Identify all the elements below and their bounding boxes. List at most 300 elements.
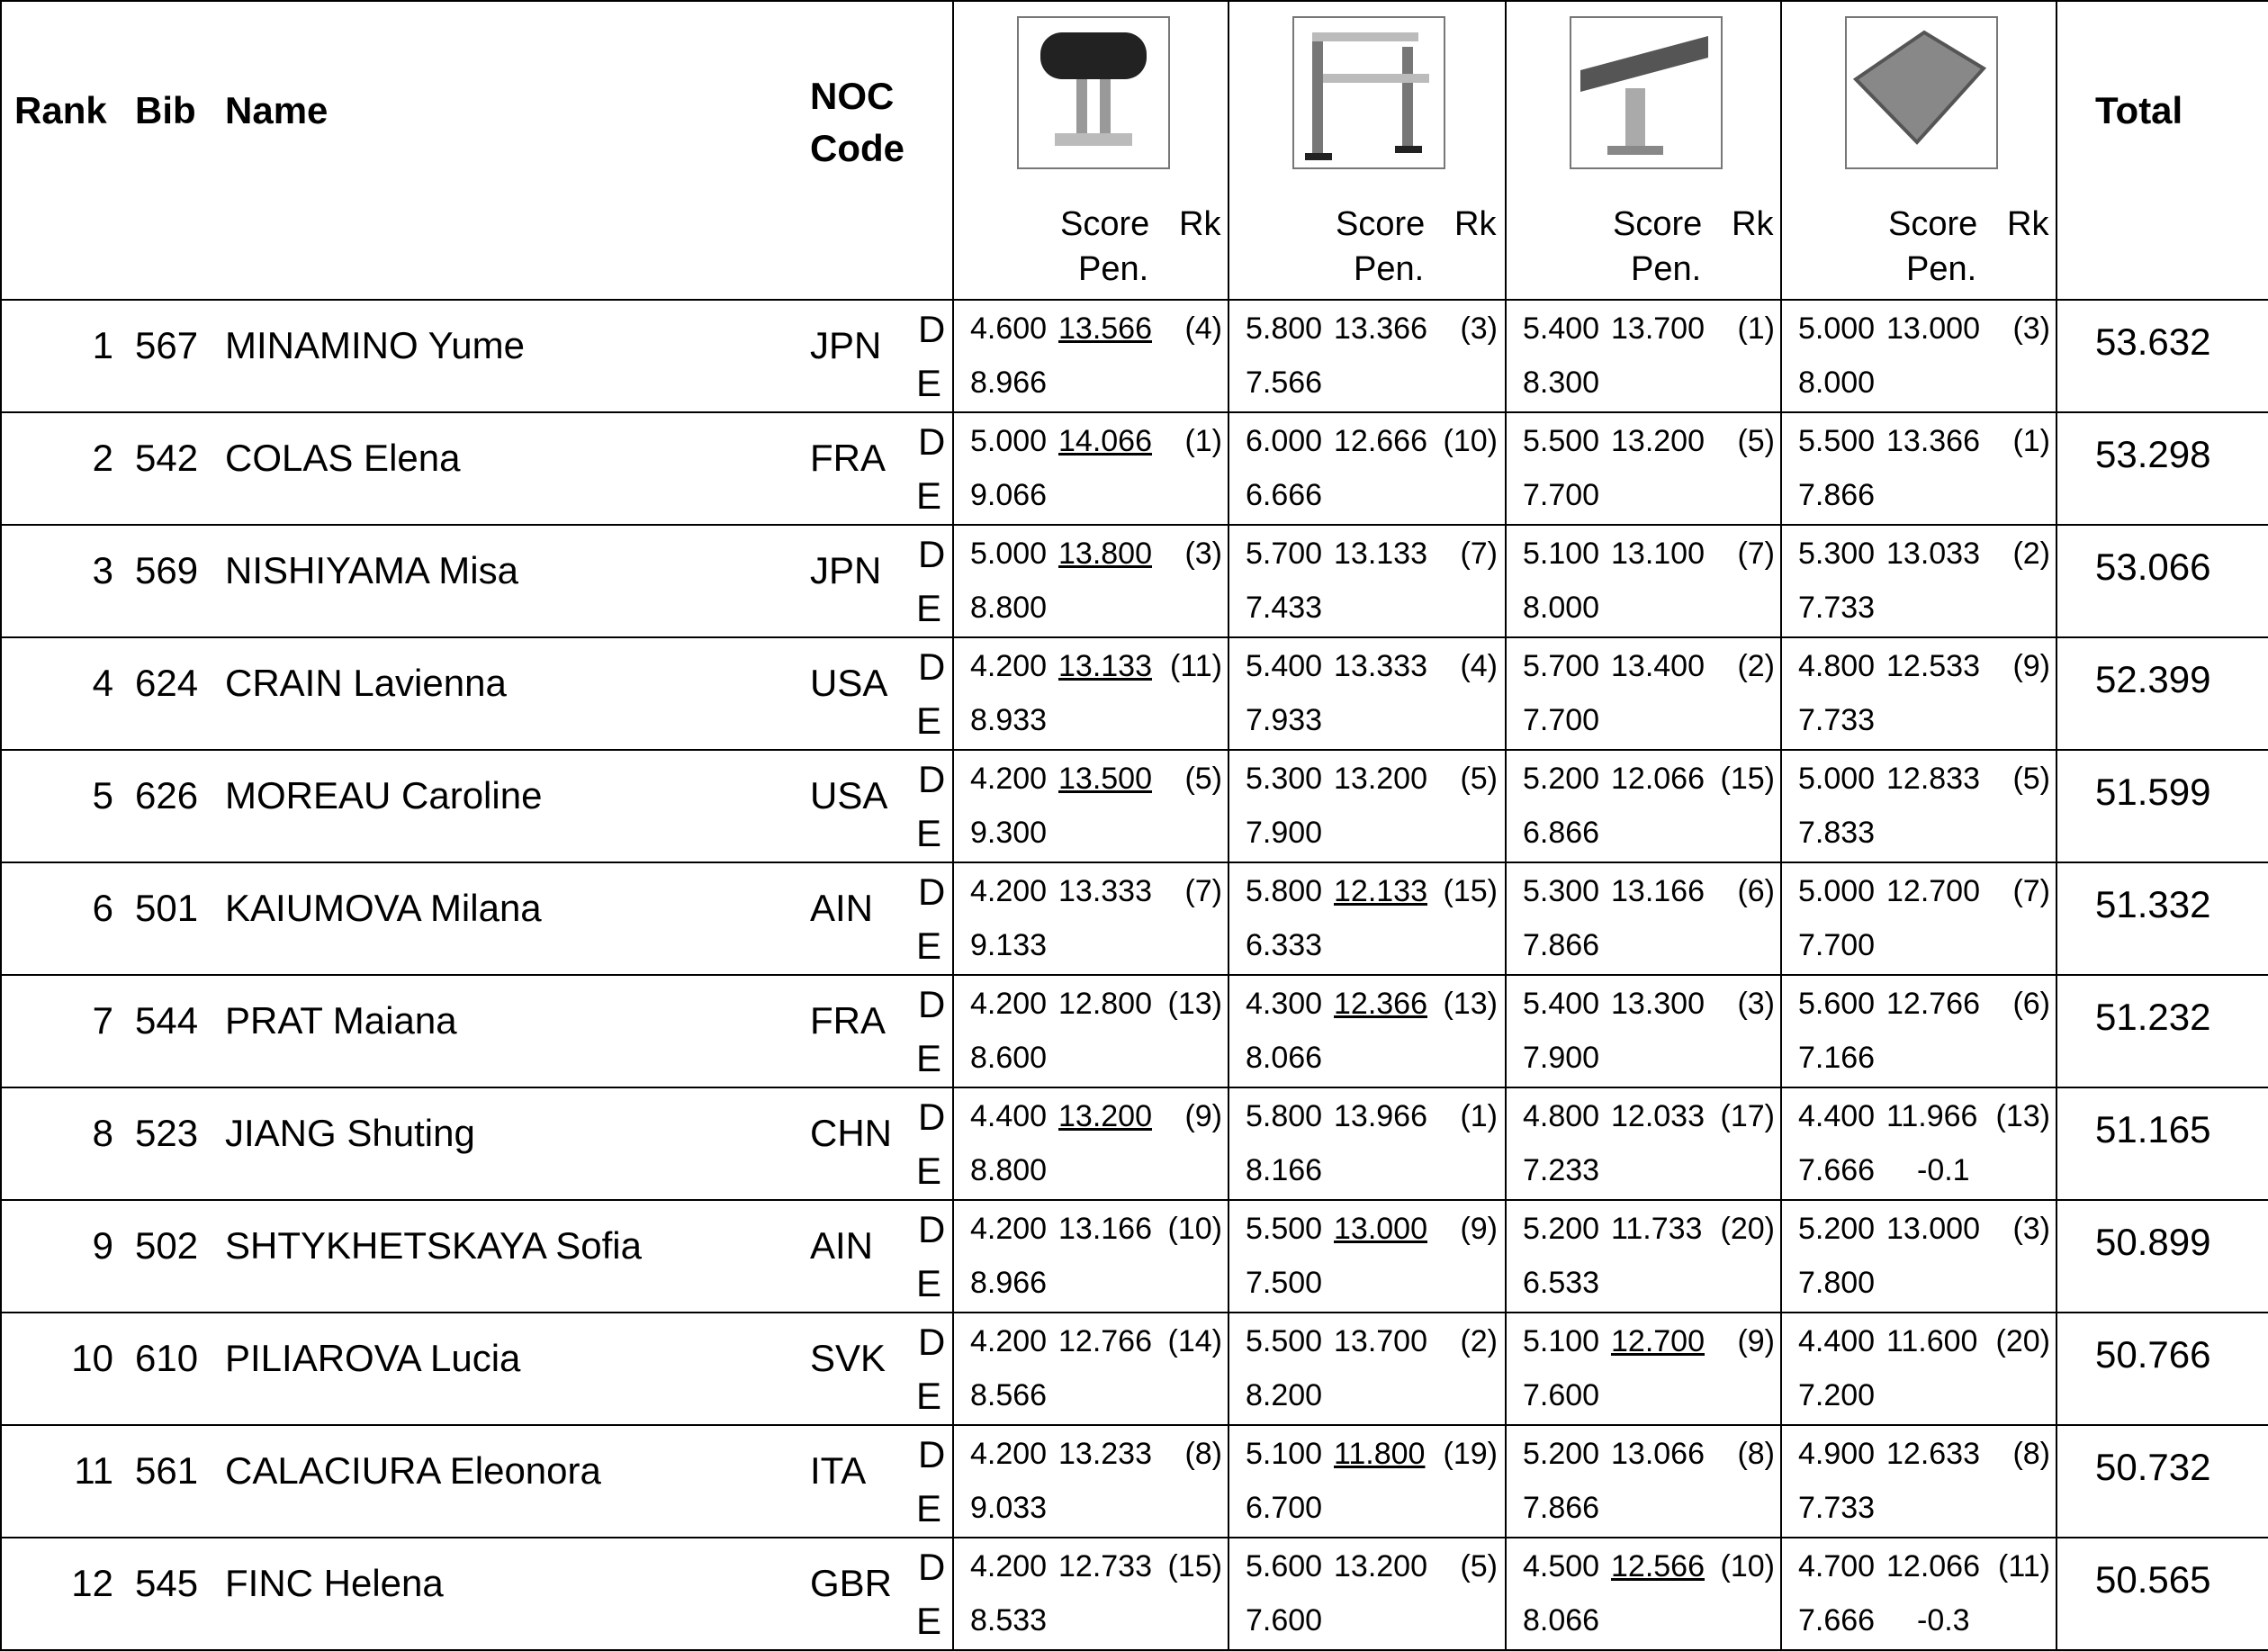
e-score: 8.966 xyxy=(970,1266,1048,1300)
athlete-name: CRAIN Lavienna xyxy=(225,662,507,704)
rank-value: 3 xyxy=(92,549,113,591)
d-label: D xyxy=(918,1208,946,1250)
noc-code: USA xyxy=(810,662,888,704)
d-score: 5.600 xyxy=(1246,1549,1323,1583)
final-score: 13.300 xyxy=(1611,987,1705,1021)
final-score: 11.600 xyxy=(1886,1324,1978,1358)
e-score: 8.566 xyxy=(970,1378,1048,1412)
d-score: 5.200 xyxy=(1523,1212,1600,1246)
rank-value: 1 xyxy=(92,324,113,366)
athlete-name: COLAS Elena xyxy=(225,437,461,479)
final-score: 12.066 xyxy=(1886,1549,1980,1583)
apparatus-rank: (3) xyxy=(1184,537,1222,571)
bib-value: 569 xyxy=(135,549,199,591)
rank-value: 8 xyxy=(92,1112,113,1154)
final-score: 13.033 xyxy=(1886,537,1980,571)
subheader-rk: Rk xyxy=(1732,205,1774,243)
d-score: 5.300 xyxy=(1246,762,1323,796)
penalty: -0.3 xyxy=(1917,1603,1970,1637)
athlete-name: MOREAU Caroline xyxy=(225,774,543,816)
apparatus-rank: (2) xyxy=(2012,537,2050,571)
subheader-rk: Rk xyxy=(1454,205,1497,243)
d-score: 6.000 xyxy=(1246,424,1323,458)
d-score: 4.400 xyxy=(1798,1099,1876,1133)
subheader-pen: Pen. xyxy=(1078,250,1149,288)
e-score: 7.233 xyxy=(1523,1153,1600,1187)
d-label: D xyxy=(918,758,946,800)
total-score: 53.298 xyxy=(2095,433,2211,475)
final-score: 13.200 xyxy=(1611,424,1705,458)
final-score: 12.033 xyxy=(1611,1099,1705,1133)
d-score: 4.200 xyxy=(970,1437,1048,1471)
table-row xyxy=(2,638,2268,751)
d-score: 5.100 xyxy=(1523,1324,1600,1358)
e-score: 6.533 xyxy=(1523,1266,1600,1300)
apparatus-rank: (5) xyxy=(2012,762,2050,796)
apparatus-rank: (14) xyxy=(1167,1324,1222,1358)
e-score: 8.966 xyxy=(970,365,1048,400)
subheader-score: Score xyxy=(1888,205,1978,243)
d-score: 4.900 xyxy=(1798,1437,1876,1471)
final-score: 13.166 xyxy=(1058,1212,1152,1246)
final-score: 13.233 xyxy=(1058,1437,1152,1471)
final-score: 12.533 xyxy=(1886,649,1980,683)
e-score: 7.700 xyxy=(1523,478,1600,512)
e-score: 7.900 xyxy=(1523,1041,1600,1075)
final-score: 12.566 xyxy=(1611,1549,1705,1583)
d-label: D xyxy=(918,983,946,1025)
e-label: E xyxy=(916,699,942,742)
total-score: 51.332 xyxy=(2095,883,2211,925)
bib-value: 626 xyxy=(135,774,199,816)
header-rank: Rank xyxy=(14,89,107,131)
apparatus-rank: (1) xyxy=(2012,424,2050,458)
rank-value: 2 xyxy=(92,437,113,479)
noc-code: ITA xyxy=(810,1449,867,1492)
vault-icon xyxy=(1017,16,1170,169)
subheader-score: Score xyxy=(1613,205,1703,243)
e-score: 7.600 xyxy=(1523,1378,1600,1412)
bib-value: 567 xyxy=(135,324,199,366)
apparatus-rank: (9) xyxy=(2012,649,2050,683)
e-score: 7.833 xyxy=(1798,816,1876,850)
subheader-rk: Rk xyxy=(2007,205,2049,243)
d-score: 4.200 xyxy=(970,1324,1048,1358)
e-score: 7.866 xyxy=(1523,928,1600,962)
bib-value: 545 xyxy=(135,1562,199,1604)
apparatus-rank: (5) xyxy=(1460,1549,1498,1583)
noc-code: FRA xyxy=(810,437,886,479)
apparatus-rank: (7) xyxy=(1737,537,1775,571)
d-score: 5.000 xyxy=(1798,762,1876,796)
final-score: 14.066 xyxy=(1058,424,1152,458)
e-score: 7.733 xyxy=(1798,1491,1876,1525)
e-score: 8.533 xyxy=(970,1603,1048,1637)
final-score: 13.400 xyxy=(1611,649,1705,683)
bib-value: 523 xyxy=(135,1112,199,1154)
table-row xyxy=(2,976,2268,1088)
d-score: 4.200 xyxy=(970,1549,1048,1583)
final-score: 12.066 xyxy=(1611,762,1705,796)
final-score: 13.200 xyxy=(1058,1099,1152,1133)
d-score: 4.800 xyxy=(1798,649,1876,683)
noc-code: AIN xyxy=(810,887,874,929)
table-row xyxy=(2,1313,2268,1426)
total-score: 51.599 xyxy=(2095,771,2211,813)
bib-value: 542 xyxy=(135,437,199,479)
rank-value: 6 xyxy=(92,887,113,929)
subheader-rk: Rk xyxy=(1179,205,1221,243)
e-score: 7.166 xyxy=(1798,1041,1876,1075)
rank-value: 5 xyxy=(92,774,113,816)
header-noc-line2: Code xyxy=(810,127,904,169)
e-label: E xyxy=(916,1150,942,1192)
d-score: 5.600 xyxy=(1798,987,1876,1021)
d-score: 4.200 xyxy=(970,1212,1048,1246)
final-score: 13.200 xyxy=(1334,762,1427,796)
noc-code: JPN xyxy=(810,549,882,591)
bib-value: 610 xyxy=(135,1337,199,1379)
apparatus-rank: (20) xyxy=(1995,1324,2050,1358)
d-label: D xyxy=(918,871,946,913)
apparatus-rank: (7) xyxy=(1184,874,1222,908)
d-score: 4.200 xyxy=(970,874,1048,908)
final-score: 12.766 xyxy=(1058,1324,1152,1358)
table-row xyxy=(2,1538,2268,1651)
final-score: 13.000 xyxy=(1334,1212,1427,1246)
apparatus-rank: (2) xyxy=(1460,1324,1498,1358)
total-score: 51.232 xyxy=(2095,996,2211,1038)
d-score: 5.200 xyxy=(1523,1437,1600,1471)
e-label: E xyxy=(916,587,942,629)
final-score: 12.700 xyxy=(1886,874,1980,908)
header-noc-line1: NOC xyxy=(810,75,895,117)
apparatus-rank: (20) xyxy=(1720,1212,1775,1246)
e-label: E xyxy=(916,362,942,404)
d-label: D xyxy=(918,1433,946,1475)
e-score: 7.433 xyxy=(1246,591,1323,625)
athlete-name: FINC Helena xyxy=(225,1562,444,1604)
bib-value: 502 xyxy=(135,1224,199,1267)
d-score: 5.000 xyxy=(970,424,1048,458)
rank-value: 7 xyxy=(92,999,113,1042)
final-score: 13.333 xyxy=(1334,649,1427,683)
total-score: 52.399 xyxy=(2095,658,2211,700)
e-score: 8.933 xyxy=(970,703,1048,737)
e-score: 8.066 xyxy=(1523,1603,1600,1637)
e-score: 7.933 xyxy=(1246,703,1323,737)
noc-code: JPN xyxy=(810,324,882,366)
apparatus-rank: (15) xyxy=(1167,1549,1222,1583)
d-score: 4.600 xyxy=(970,311,1048,346)
e-score: 7.600 xyxy=(1246,1603,1323,1637)
athlete-name: NISHIYAMA Misa xyxy=(225,549,518,591)
final-score: 13.066 xyxy=(1611,1437,1705,1471)
e-score: 8.000 xyxy=(1523,591,1600,625)
d-score: 5.800 xyxy=(1246,311,1323,346)
e-score: 9.066 xyxy=(970,478,1048,512)
total-score: 51.165 xyxy=(2095,1108,2211,1150)
apparatus-rank: (10) xyxy=(1443,424,1498,458)
apparatus-rank: (5) xyxy=(1184,762,1222,796)
e-score: 8.800 xyxy=(970,591,1048,625)
final-score: 13.966 xyxy=(1334,1099,1427,1133)
e-label: E xyxy=(916,474,942,517)
final-score: 13.133 xyxy=(1058,649,1152,683)
e-label: E xyxy=(916,812,942,854)
apparatus-rank: (3) xyxy=(2012,1212,2050,1246)
apparatus-rank: (7) xyxy=(2012,874,2050,908)
apparatus-rank: (15) xyxy=(1720,762,1775,796)
d-score: 5.700 xyxy=(1246,537,1323,571)
apparatus-rank: (6) xyxy=(1737,874,1775,908)
bib-value: 501 xyxy=(135,887,199,929)
final-score: 13.366 xyxy=(1886,424,1980,458)
e-score: 9.033 xyxy=(970,1491,1048,1525)
final-score: 13.000 xyxy=(1886,311,1980,346)
apparatus-rank: (8) xyxy=(2012,1437,2050,1471)
uneven-bars-icon xyxy=(1292,16,1445,169)
apparatus-rank: (17) xyxy=(1720,1099,1775,1133)
athlete-name: PILIAROVA Lucia xyxy=(225,1337,521,1379)
table-row xyxy=(2,301,2268,413)
d-score: 5.000 xyxy=(970,537,1048,571)
subheader-pen: Pen. xyxy=(1906,250,1977,288)
noc-code: FRA xyxy=(810,999,886,1042)
header-bib: Bib xyxy=(135,89,196,131)
e-score: 8.066 xyxy=(1246,1041,1323,1075)
d-score: 5.800 xyxy=(1246,874,1323,908)
header-total: Total xyxy=(2095,89,2183,131)
rank-value: 4 xyxy=(92,662,113,704)
d-score: 5.400 xyxy=(1523,311,1600,346)
subheader-pen: Pen. xyxy=(1631,250,1702,288)
apparatus-rank: (10) xyxy=(1167,1212,1222,1246)
final-score: 13.133 xyxy=(1334,537,1427,571)
e-score: 7.666 xyxy=(1798,1153,1876,1187)
apparatus-rank: (13) xyxy=(1167,987,1222,1021)
d-score: 5.500 xyxy=(1246,1324,1323,1358)
e-label: E xyxy=(916,925,942,967)
d-score: 4.400 xyxy=(970,1099,1048,1133)
d-score: 4.300 xyxy=(1246,987,1323,1021)
noc-code: GBR xyxy=(810,1562,893,1604)
final-score: 13.700 xyxy=(1611,311,1705,346)
table-row xyxy=(2,863,2268,976)
subheader-pen: Pen. xyxy=(1354,250,1425,288)
apparatus-rank: (5) xyxy=(1460,762,1498,796)
e-score: 7.566 xyxy=(1246,365,1323,400)
e-score: 7.666 xyxy=(1798,1603,1876,1637)
d-score: 5.000 xyxy=(1798,874,1876,908)
balance-beam-icon xyxy=(1570,16,1723,169)
final-score: 13.333 xyxy=(1058,874,1152,908)
e-score: 8.300 xyxy=(1523,365,1600,400)
rank-value: 12 xyxy=(71,1562,113,1604)
table-row xyxy=(2,1201,2268,1313)
total-score: 53.632 xyxy=(2095,320,2211,363)
apparatus-rank: (1) xyxy=(1737,311,1775,346)
final-score: 11.733 xyxy=(1611,1212,1703,1246)
final-score: 12.633 xyxy=(1886,1437,1980,1471)
penalty: -0.1 xyxy=(1917,1153,1970,1187)
d-label: D xyxy=(918,1096,946,1138)
e-label: E xyxy=(916,1037,942,1079)
athlete-name: CALACIURA Eleonora xyxy=(225,1449,601,1492)
athlete-name: KAIUMOVA Milana xyxy=(225,887,542,929)
table-row xyxy=(2,1088,2268,1201)
d-score: 5.400 xyxy=(1246,649,1323,683)
noc-code: SVK xyxy=(810,1337,886,1379)
d-score: 5.300 xyxy=(1523,874,1600,908)
bib-value: 561 xyxy=(135,1449,199,1492)
apparatus-rank: (9) xyxy=(1737,1324,1775,1358)
d-score: 5.800 xyxy=(1246,1099,1323,1133)
d-score: 5.000 xyxy=(1798,311,1876,346)
athlete-name: JIANG Shuting xyxy=(225,1112,475,1154)
d-score: 4.400 xyxy=(1798,1324,1876,1358)
final-score: 12.766 xyxy=(1886,987,1980,1021)
d-score: 4.200 xyxy=(970,987,1048,1021)
final-score: 12.366 xyxy=(1334,987,1427,1021)
final-score: 11.966 xyxy=(1886,1099,1978,1133)
e-score: 8.166 xyxy=(1246,1153,1323,1187)
e-score: 6.333 xyxy=(1246,928,1323,962)
e-score: 7.900 xyxy=(1246,816,1323,850)
d-score: 4.200 xyxy=(970,649,1048,683)
final-score: 13.200 xyxy=(1334,1549,1427,1583)
final-score: 12.700 xyxy=(1611,1324,1705,1358)
d-label: D xyxy=(918,645,946,688)
apparatus-rank: (9) xyxy=(1184,1099,1222,1133)
apparatus-rank: (6) xyxy=(2012,987,2050,1021)
e-score: 7.500 xyxy=(1246,1266,1323,1300)
bib-value: 624 xyxy=(135,662,199,704)
apparatus-rank: (3) xyxy=(2012,311,2050,346)
apparatus-rank: (4) xyxy=(1460,649,1498,683)
final-score: 12.666 xyxy=(1334,424,1427,458)
d-score: 4.800 xyxy=(1523,1099,1600,1133)
e-score: 8.000 xyxy=(1798,365,1876,400)
d-score: 4.200 xyxy=(970,762,1048,796)
final-score: 13.566 xyxy=(1058,311,1152,346)
e-label: E xyxy=(916,1375,942,1417)
final-score: 12.733 xyxy=(1058,1549,1152,1583)
apparatus-rank: (13) xyxy=(1995,1099,2050,1133)
d-label: D xyxy=(918,420,946,463)
total-score: 50.732 xyxy=(2095,1446,2211,1488)
final-score: 11.800 xyxy=(1334,1437,1426,1471)
e-score: 7.700 xyxy=(1523,703,1600,737)
total-score: 53.066 xyxy=(2095,546,2211,588)
d-score: 4.500 xyxy=(1523,1549,1600,1583)
e-score: 7.866 xyxy=(1523,1491,1600,1525)
final-score: 13.500 xyxy=(1058,762,1152,796)
final-score: 12.833 xyxy=(1886,762,1980,796)
final-score: 13.166 xyxy=(1611,874,1705,908)
final-score: 12.800 xyxy=(1058,987,1152,1021)
e-score: 7.800 xyxy=(1798,1266,1876,1300)
e-score: 7.866 xyxy=(1798,478,1876,512)
apparatus-rank: (8) xyxy=(1737,1437,1775,1471)
e-score: 7.700 xyxy=(1798,928,1876,962)
d-label: D xyxy=(918,308,946,350)
total-score: 50.766 xyxy=(2095,1333,2211,1376)
header-name: Name xyxy=(225,89,328,131)
apparatus-rank: (4) xyxy=(1184,311,1222,346)
final-score: 13.366 xyxy=(1334,311,1427,346)
apparatus-rank: (2) xyxy=(1737,649,1775,683)
d-score: 5.100 xyxy=(1523,537,1600,571)
table-row xyxy=(2,413,2268,526)
apparatus-rank: (13) xyxy=(1443,987,1498,1021)
e-score: 6.666 xyxy=(1246,478,1323,512)
d-score: 5.200 xyxy=(1523,762,1600,796)
d-score: 5.700 xyxy=(1523,649,1600,683)
d-score: 5.200 xyxy=(1798,1212,1876,1246)
e-label: E xyxy=(916,1262,942,1304)
e-label: E xyxy=(916,1487,942,1529)
apparatus-rank: (1) xyxy=(1460,1099,1498,1133)
apparatus-rank: (9) xyxy=(1460,1212,1498,1246)
apparatus-rank: (19) xyxy=(1443,1437,1498,1471)
d-label: D xyxy=(918,1546,946,1588)
apparatus-rank: (7) xyxy=(1460,537,1498,571)
d-label: D xyxy=(918,533,946,575)
e-score: 8.200 xyxy=(1246,1378,1323,1412)
e-label: E xyxy=(916,1600,942,1642)
final-score: 13.700 xyxy=(1334,1324,1427,1358)
rank-value: 11 xyxy=(74,1449,113,1492)
final-score: 13.100 xyxy=(1611,537,1705,571)
total-score: 50.565 xyxy=(2095,1558,2211,1601)
d-score: 5.500 xyxy=(1523,424,1600,458)
apparatus-rank: (11) xyxy=(1998,1549,2050,1583)
e-score: 6.866 xyxy=(1523,816,1600,850)
apparatus-rank: (15) xyxy=(1443,874,1498,908)
apparatus-rank: (10) xyxy=(1720,1549,1775,1583)
apparatus-rank: (1) xyxy=(1184,424,1222,458)
rank-value: 10 xyxy=(71,1337,113,1379)
d-score: 4.700 xyxy=(1798,1549,1876,1583)
table-row xyxy=(2,1426,2268,1538)
e-score: 7.733 xyxy=(1798,591,1876,625)
table-row xyxy=(2,526,2268,638)
e-score: 8.800 xyxy=(970,1153,1048,1187)
table-row xyxy=(2,751,2268,863)
final-score: 12.133 xyxy=(1334,874,1427,908)
rank-value: 9 xyxy=(92,1224,113,1267)
e-score: 9.300 xyxy=(970,816,1048,850)
e-score: 8.600 xyxy=(970,1041,1048,1075)
d-score: 5.500 xyxy=(1798,424,1876,458)
d-score: 5.100 xyxy=(1246,1437,1323,1471)
d-score: 5.400 xyxy=(1523,987,1600,1021)
final-score: 13.800 xyxy=(1058,537,1152,571)
noc-code: AIN xyxy=(810,1224,874,1267)
athlete-name: SHTYKHETSKAYA Sofia xyxy=(225,1224,642,1267)
e-score: 7.733 xyxy=(1798,703,1876,737)
noc-code: CHN xyxy=(810,1112,892,1154)
athlete-name: MINAMINO Yume xyxy=(225,324,525,366)
apparatus-rank: (11) xyxy=(1170,649,1222,683)
total-score: 50.899 xyxy=(2095,1221,2211,1263)
apparatus-rank: (3) xyxy=(1737,987,1775,1021)
apparatus-rank: (3) xyxy=(1460,311,1498,346)
apparatus-rank: (8) xyxy=(1184,1437,1222,1471)
d-score: 5.300 xyxy=(1798,537,1876,571)
floor-exercise-icon xyxy=(1845,16,1998,169)
